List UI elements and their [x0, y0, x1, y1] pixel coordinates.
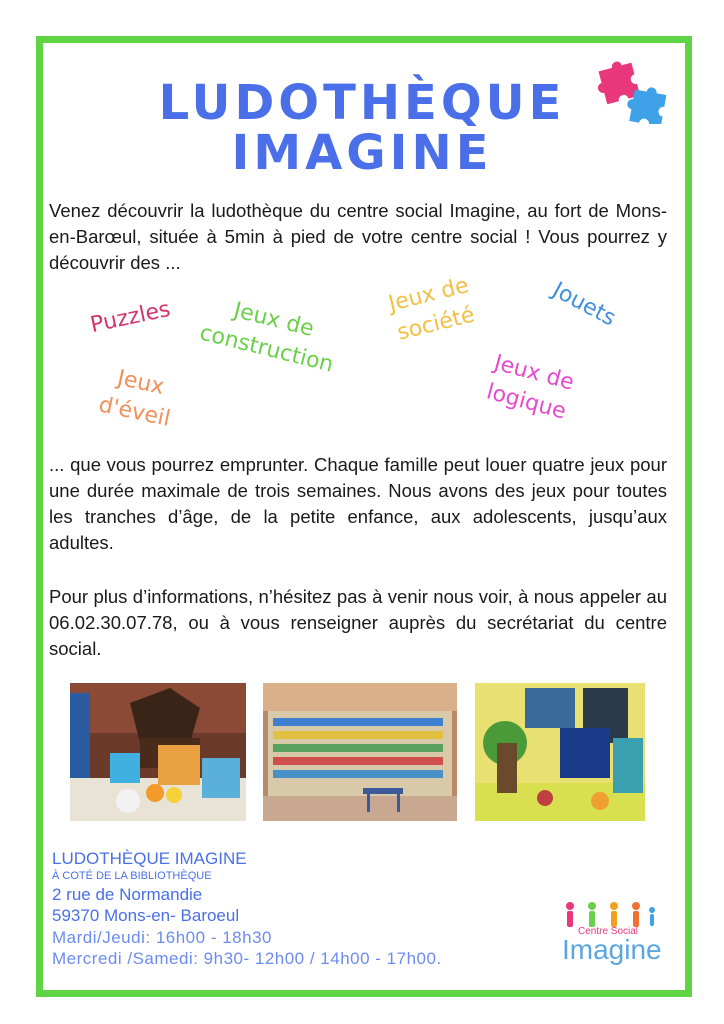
contact-city: 59370 Mons-en- Baroeul — [52, 906, 240, 925]
page-title-line1: LUDOTHÈQUE — [158, 75, 566, 131]
body-paragraph-2: Pour plus d’informations, n’hésitez pas à venir nous voir, à nous appeler au 06.02.30.07.78, ou à vous renseigner auprès du secrétariat du centre social. — [49, 586, 667, 659]
photo-board-games — [475, 683, 645, 821]
logo-title: Imagine — [562, 934, 662, 965]
logo-subtitle: Centre Social — [578, 926, 639, 937]
photo-games-display — [70, 683, 246, 821]
category-jouets: Jouets — [548, 277, 620, 332]
category-societe: Jeux de société — [386, 272, 478, 346]
centre-social-logo — [556, 900, 666, 970]
category-logique: Jeux de logique — [483, 350, 577, 425]
contact-name: LUDOTHÈQUE IMAGINE — [52, 849, 247, 868]
photo-shelves — [263, 683, 457, 821]
contact-hours-weekday: Mardi/Jeudi: 16h00 - 18h30 — [52, 928, 272, 947]
contact-hours-weekend: Mercredi /Samedi: 9h30- 12h00 / 14h00 - 17h00. — [52, 949, 442, 968]
category-construction: Jeux de construction — [197, 297, 336, 378]
category-puzzles: Puzzles — [88, 296, 173, 339]
category-eveil: Jeux d'éveil — [96, 365, 173, 432]
body-paragraph-1: ... que vous pourrez emprunter. Chaque famille peut louer quatre jeux pour une durée maximale de trois semaines. Nous avons des jeux pour toutes les tranches d’âge, de la petite enfance, aux adolescents, jusqu’aux adultes. — [49, 454, 667, 553]
page-title-line2: IMAGINE — [231, 125, 493, 181]
puzzle-pieces-icon — [596, 52, 668, 124]
contact-street: 2 rue de Normandie — [52, 885, 203, 904]
contact-note: À COTÉ DE LA BIBLIOTHÈQUE — [52, 870, 212, 882]
intro-paragraph: Venez découvrir la ludothèque du centre social Imagine, au fort de Mons-en-Barœul, située à 5min à pied de votre centre social ! Vous pourrez y découvrir des ... — [49, 200, 667, 273]
